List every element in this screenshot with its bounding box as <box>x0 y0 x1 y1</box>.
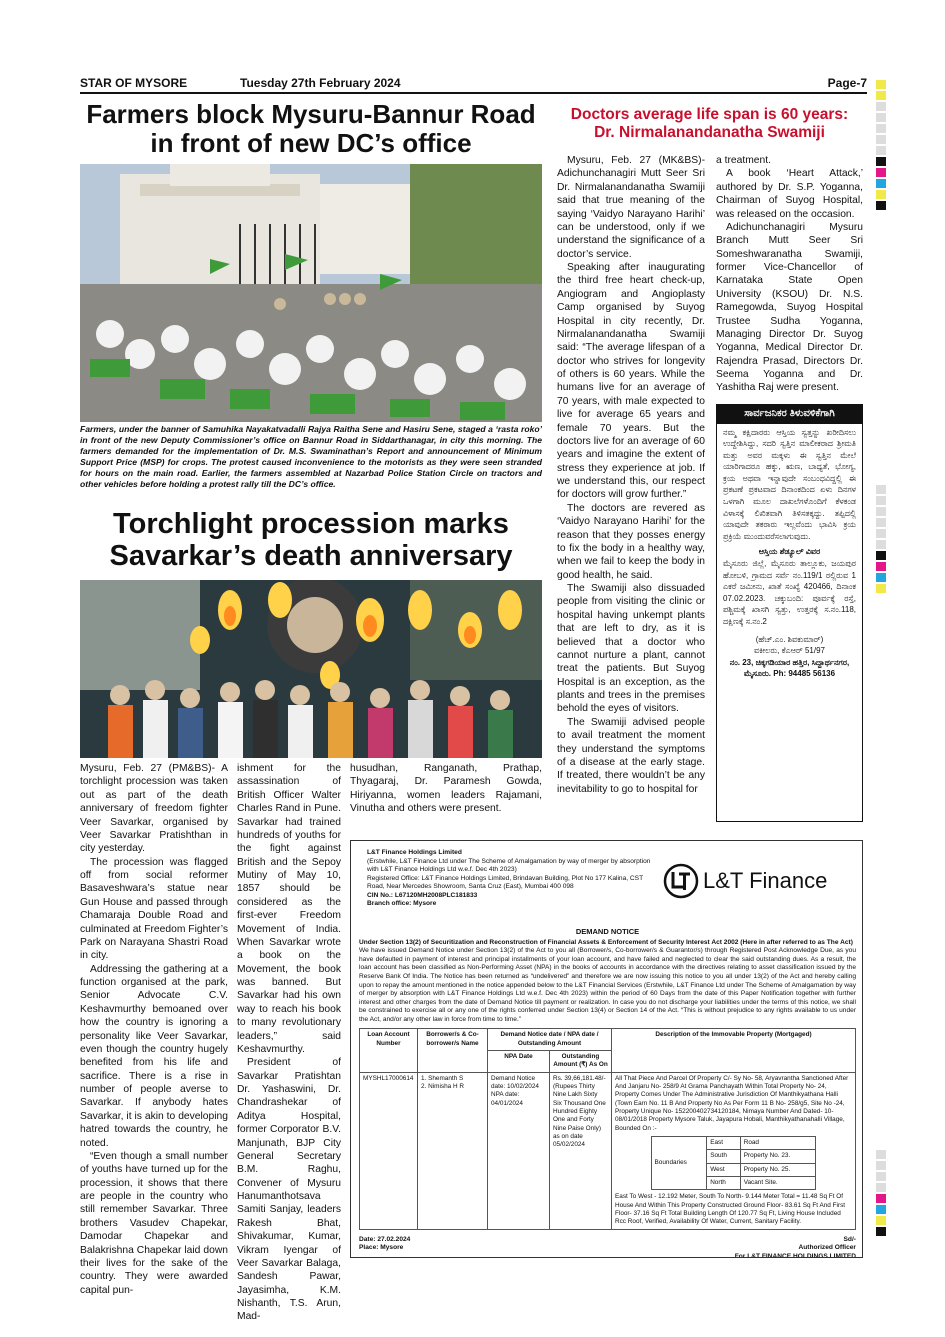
story2-column-2: ishment for the assassination of British Officer Walter Charles Rand in Pune. Savarkar had trained hundreds of youths for the fight against British and the Sepoy Mutiny of May 10, 1857 should be considered as the first-ever Freedom Movement of India. When Savarkar wrote a book on the Movement, the book was banned. But Savarkar had his own way to reach his book to many revolutionary leaders,” said Keshavmurthy. President of Savarkar Pratishtan Dr. Yashaswini, Dr. Chandrashekar of Aditya Hospital, former Corporator B.V. Manjunath, BJP City General Secretary B.M. Raghu, Convener of Mysuru Hanumanthotsava Samiti Sanjay, leaders Rakesh Bhat, Shivakumar, Kumar, Vikram Iyengar of Veer Savarkar Balaga, Sandesh Pawar, Jayasimha, K.M. Nishanth, T.S. Arun, Mad- <box>237 763 341 1323</box>
paper-name: STAR OF MYSORE <box>80 76 188 90</box>
kannada-schedule-title: ಆಸ್ತಿಯ ಶೆಡ್ಯೂಲ್ ವಿವರ <box>758 547 821 557</box>
ad-sign-3: For L&T FINANCE HOLDINGS LIMITED <box>734 1252 856 1258</box>
lt-brand-name: L&T Finance <box>703 867 828 893</box>
table-row <box>360 1072 856 1229</box>
cell-borrowers: 1. Shemanth S 2. Nimisha H R <box>418 1072 488 1229</box>
ad-registered-office: Registered Office: L&T Finance Holdings Limited, Brindavan Building, Plot No 177 Kalina, CST Road, Near Mercedes Showroom, Santa Cruz (East), Mumbai 400 098 <box>367 874 643 891</box>
lt-logo-icon <box>663 863 699 899</box>
cell-amount: Rs. 39,66,181.48/- (Rupees Thirty Nine Lakh Sixty Six Thousand One Hundred Eighty One and Forty Nine Paise Only) as on date 05/02/2024 <box>550 1072 612 1229</box>
cell-account: MYSHL17000614 <box>360 1072 418 1229</box>
th-outstanding: Outstanding Amount (₹) As On <box>550 1051 612 1073</box>
ad-company-note: (Erstwhile, L&T Finance Ltd under The Scheme of Amalgamation by way of merger by absorption with L&T Finance Holdings Ltd w.e.f. Dec 4th 2023) <box>367 857 651 874</box>
lt-finance-demand-notice <box>350 840 863 1258</box>
kannada-public-notice <box>716 404 863 822</box>
story1-caption: Farmers, under the banner of Samuhika Nayakatvadalli Rajya Raitha Sene and Hasiru Sene, staged a ‘rasta roko’ in front of the new Deputy Commissioner’s office on Bannur Road in Siddarthanagar, in city this morning. The farmers demanded for the implementation of Dr. M.S. Swaminathan’s Report and announcement of Minimum Support Price (MSP) for crops. The protest caused inconvenience to the motorists as they were seen stranded for hours on the main road. Earlier, the farmers assembled at Nazarbad Police Station Circle on tractors and other vehicles before holding a protest rally till the DC’s office. <box>80 424 542 489</box>
ad-place: Place: Mysore <box>359 1244 404 1252</box>
kannada-address: ನಂ. 23, ಚಿಕ್ಕಗಡಿಯಾರ ಹತ್ತಿರ, ಸಿದ್ದಾರ್ಥನಗರ, ಮೈಸೂರು. Ph: 94485 56136 <box>729 657 850 679</box>
th-demand-notice: Demand Notice date / NPA date / Outstanding Amount <box>488 1029 612 1051</box>
story2-column-1: Mysuru, Feb. 27 (PM&BS)- A torchlight procession was taken out as part of the death anniversary of freedom fighter Veer Savarkar, organised by Veer Savarkar Pratishthan in city yesterday. The procession was flagged off from social reformer Basaveshwara’s statue near Gun House and passed through Chamaraja Double Road and culminated at Freedom Fighter’s Park on Narayana Shastri Road in city. Addressing the gathering at a function organised at the park, Senior Advocate C.V. Keshavmurthy bemoaned over how the country is ignoring a personality like Veer Savarkar, even though the country hugely benefited from his life and sacrifice. There is a rise in number of people averse to Savarkar. If anybody hates Savarkar, it is akin to developing hatred towards the country, he noted. “Even though a small number of youths have turned up for the procession, it shows that there are people in the country who still remember Savarkar. Three brothers Vasudev Chapekar, Damodar Chapekar and Balakrishna Chapekar laid down their lives for the sake of the country. They were awarded capital pun- <box>80 763 228 1296</box>
kannada-notice-body: ನಮ್ಮ ಕಕ್ಷಿದಾರರು ಆಸ್ತಿಯ ಸ್ವತ್ತನ್ನು ಖರೀದಿಸಲು ಉದ್ದೇಶಿಸಿದ್ದು, ಸದರಿ ಸ್ವತ್ತಿನ ಮಾಲೀಕರಾದ ಶ್ರೀಮತಿ ಮತ್ತು ಅವರ ಮಕ್ಕಳು ಈ ಸ್ವತ್ತಿನ ಮೇಲೆ ಯಾರಿಗಾದರೂ ಹಕ್ಕು, ಋಣ, ಬಾಧ್ಯತೆ, ಭೋಗ್ಯ, ಕ್ರಯ ಅಥವಾ ಇನ್ನಾವುದೇ ಸಂಬಂಧವಿದ್ದಲ್ಲಿ ಈ ಪ್ರಕಟಣೆ ಪ್ರಕಟವಾದ ದಿನಾಂಕದಿಂದ ಏಳು ದಿನಗಳ ಒಳಗಾಗಿ ಮೂಲ ದಾಖಲೆಗಳೊಂದಿಗೆ ಕೆಳಕಂಡ ವಿಳಾಸಕ್ಕೆ ಲಿಖಿತವಾಗಿ ತಿಳಿಸತಕ್ಕದ್ದು. ತಪ್ಪಿದಲ್ಲಿ ಯಾವುದೇ ತಕರಾರು ಇಲ್ಲವೆಂದು ಭಾವಿಸಿ ಕ್ರಯ ಪ್ರಕ್ರಿಯೆ ಮುಂದುವರೆಸಲಾಗುವುದು. <box>723 427 856 541</box>
story3-column-2: a treatment. A book ‘Heart Attack,’ authored by Dr. S.P. Yoganna, Chairman of Suyog Hospital, was released on the occasion. Adichunchanagiri Mysuru Branch Mutt Seer Sri Someshwaranatha Swamiji, former Vice-Chancellor of Karnataka State Open University (KSOU) Dr. N.S. Ramegowda, Suyog Hospital Trustee Sudha Yoganna, Managing Director Dr. Suyog Yoganna, Medical Director Dr. Rajendra Prasad, Directors Dr. Seema Yoganna and Dr. Yashitha Raj were present. <box>716 155 863 394</box>
story3-headline: Doctors average life span is 60 years: Dr. Nirmalanandanatha Swamiji <box>570 106 849 142</box>
th-loan-account: Loan Account Number <box>360 1029 418 1072</box>
ad-company: L&T Finance Holdings Limited <box>367 849 462 856</box>
kannada-signatory-role: ವಕೀಲರು, ಕೆಎಆರ್ 51/97 <box>754 646 825 656</box>
boundaries-label: Boundaries <box>651 1136 707 1189</box>
color-registration-marks <box>876 80 886 212</box>
ad-title: DEMAND NOTICE <box>575 927 640 936</box>
story2-headline: Torchlight procession marks Savarkar’s death anniversary <box>109 508 513 573</box>
ad-body: We have issued Demand Notice under Section 13(2) of the Act to you all (Borrower/s, Co-borrower/s & Guarantor/s) through Registered Post Acknowledge Due, as you have defaulted in payment of interest and principal installments of your loan account, and have failed and neglected to clear the said outstanding dues. As a result, the loan account has been classified as Non-Performing Asset (NPA) in the books of accounts in accordance with the directives relating to asset classification issued by the Reserve Bank Of India. The Notice has been returned as “undelivered” and therefore we are now issuing this notice to you all under 13(2) of the Act and hereby calling upon to repay the amount mentioned in the notice appended below to the L&T Financial Services (Erstwhile, L&T Finance Ltd under The Scheme of Amalgamation by way of merger by absorption with L&T Finance Holdings Ltd w.e.f. Dec 4th 2023) within the period of 60 Days from the date of this Paper Notification together with further interest and other charges from the date of Demand Notice till payment or realization. In case you do not discharge your liabilities under the terms of this notice, we shall be constrained to exercise all or any one of the rights conferred under Section 13(4) or Section 14 of the Act. “This is without prejudice to any rights available to us under the Act, and/or any other law in force from time to time.” <box>359 947 856 1023</box>
story3-column-1: Mysuru, Feb. 27 (MK&BS)- Adichunchanagiri Mutt Seer Sri Dr. Nirmalanandanatha Swamiji said that true meaning of the saying ‘Vaidyo Narayano Harihi’ can be understood, only if we understand the significance of a doctor’s service. Speaking after inaugurating the third free heart check-up, Angiogram and Angioplasty Camp organised by Suyog Hospital in city recently, Dr. Nirmalanandanatha Swamiji said: “The average lifespan of a doctor who strives for longevity of others is 60 years. While the humans live for an average of 70 years, with male expected to live for average 65 years and female 70 years. But the doctors live for an average of 60 years and imagine the extent of stress they experience at job. If we understand this, our respect for doctors will grow further.” The doctors are revered as ‘Vaidyo Narayano Harihi’ for the reason that they posses energy to fix the body in a healthy way, when we fail to keep the body in good health, he said. The Swamiji also dissuaded people from visiting the clinic or hospital having unkempt plants that are left to dry, as it is believed that a doctor who cannot nurture a plant, cannot treat the patients. But Suyog Hospital is an exception, as the plants and trees in the premises behold the eyes of visitors. The Swamiji advised people to avail treatment the moment they understand the symptoms of a disease at the early stage. If treated, there wouldn’t be any inevitability to go to hospital for <box>557 155 705 795</box>
ad-company-block <box>367 849 657 909</box>
th-borrowers: Borrower/s & Co-borrower/s Name <box>418 1029 488 1072</box>
story2-column-3: husudhan, Ranganath, Prathap, Thyagaraj, Dr. Paramesh Gowda, Hiriyanna, women leaders Rajamani, Vinutha and others were present. <box>350 763 542 815</box>
masthead <box>80 76 867 94</box>
kannada-signatory: (ಹೆಚ್.ಎಂ. ಶಿವಕುಮಾರ್) <box>755 634 824 644</box>
ad-date: Date: 27.02.2024 <box>359 1235 411 1243</box>
kannada-schedule: ಮೈಸೂರು ಜಿಲ್ಲೆ, ಮೈಸೂರು ತಾಲ್ಲೂಕು, ಜಯಪುರ ಹೋಬಳಿ, ಗ್ರಾಮದ ಸರ್ವೆ ನಂ.119/1 ರಲ್ಲಿರುವ 1 ಎಕರೆ ಜಮೀನು, ಖಾತೆ ಸಂಖ್ಯೆ 420466, ದಿನಾಂಕ 07.02.2023. ಚಕ್ಕುಬಂದಿ: ಪೂರ್ವಕ್ಕೆ ರಸ್ತೆ, ಪಶ್ಚಿಮಕ್ಕೆ ಖಾಸಗಿ ಸ್ವತ್ತು, ಉತ್ತರಕ್ಕೆ ಸ.ನಂ.118, ದಕ್ಷಿಣಕ್ಕೆ ಸ.ನಂ.2 <box>723 559 856 626</box>
story1-headline: Farmers block Mysuru-Bannur Road in front of new DC’s office <box>86 99 536 159</box>
th-npa-date: NPA Date <box>488 1051 550 1073</box>
ad-sign-1: Sd/- <box>843 1235 856 1243</box>
torchlight-procession-photo <box>80 580 542 758</box>
page-number: Page-7 <box>827 76 867 90</box>
boundaries-table: Boundaries East Road South Property No. 23. West Property No. 25. North Vacant Site. <box>651 1136 817 1190</box>
ad-branch: Branch office: Mysore <box>367 900 437 908</box>
color-registration-marks-3 <box>876 1150 886 1238</box>
lt-finance-logo <box>663 863 827 899</box>
ad-table <box>359 1028 856 1229</box>
cell-extent: East To West - 12.192 Meter, South To North- 9.144 Meter Total = 11.48 Sq Ft Of House And Within This Property Constructed Ground Floor- 83.61 Sq Ft And First Floor- 37.16 Sq Ft Total Building Length Of 120.77 Sq Ft, Living House Included Rcc Roof, Verified, Availability Of Water, Current, Sanitary Facility. <box>615 1193 846 1226</box>
issue-date: Tuesday 27th February 2024 <box>240 76 401 90</box>
kannada-notice-title: ಸಾರ್ವಜನಿಕರ ತಿಳುವಳಿಕೆಗಾಗಿ <box>717 405 862 424</box>
cell-property: All That Piece And Parcel Of Property C/- Sy No- 58, Aryavrantha Sanctioned After And Janjaru No- 258/9 At Grama Panchayath Within Total Property No- 24, Property Comes Under The Administrative Jurisdiction Of Manthikyathana Halli (Town Earn No. 11 B And Property No As Per Form 11 B No- 258/g5, Site No -24, Property Unique No- 152200402734120184, Nimaya Number And Dated- 10-08/01/2018 Property Mysore Taluk, Jayapura Hobali, Manthikyathanahalli Village, Bounded On :- <box>615 1074 849 1132</box>
ad-sign-2: Authorized Officer <box>798 1244 856 1252</box>
cell-notice-date: Demand Notice date: 10/02/2024 NPA date: 04/01/2024 <box>488 1072 550 1229</box>
farmers-protest-photo <box>80 164 542 422</box>
th-property: Description of the Immovable Property (Mortgaged) <box>612 1029 856 1072</box>
color-registration-marks-2 <box>876 485 886 595</box>
ad-cin: CIN No.: L67120MH2008PLC181833 <box>367 891 478 899</box>
ad-subtitle: Under Section 13(2) of Securitization and Reconstruction of Financial Assets & Enforcement of Security Interest Act 2002 (Here in after referred to as The Act) <box>359 938 853 946</box>
